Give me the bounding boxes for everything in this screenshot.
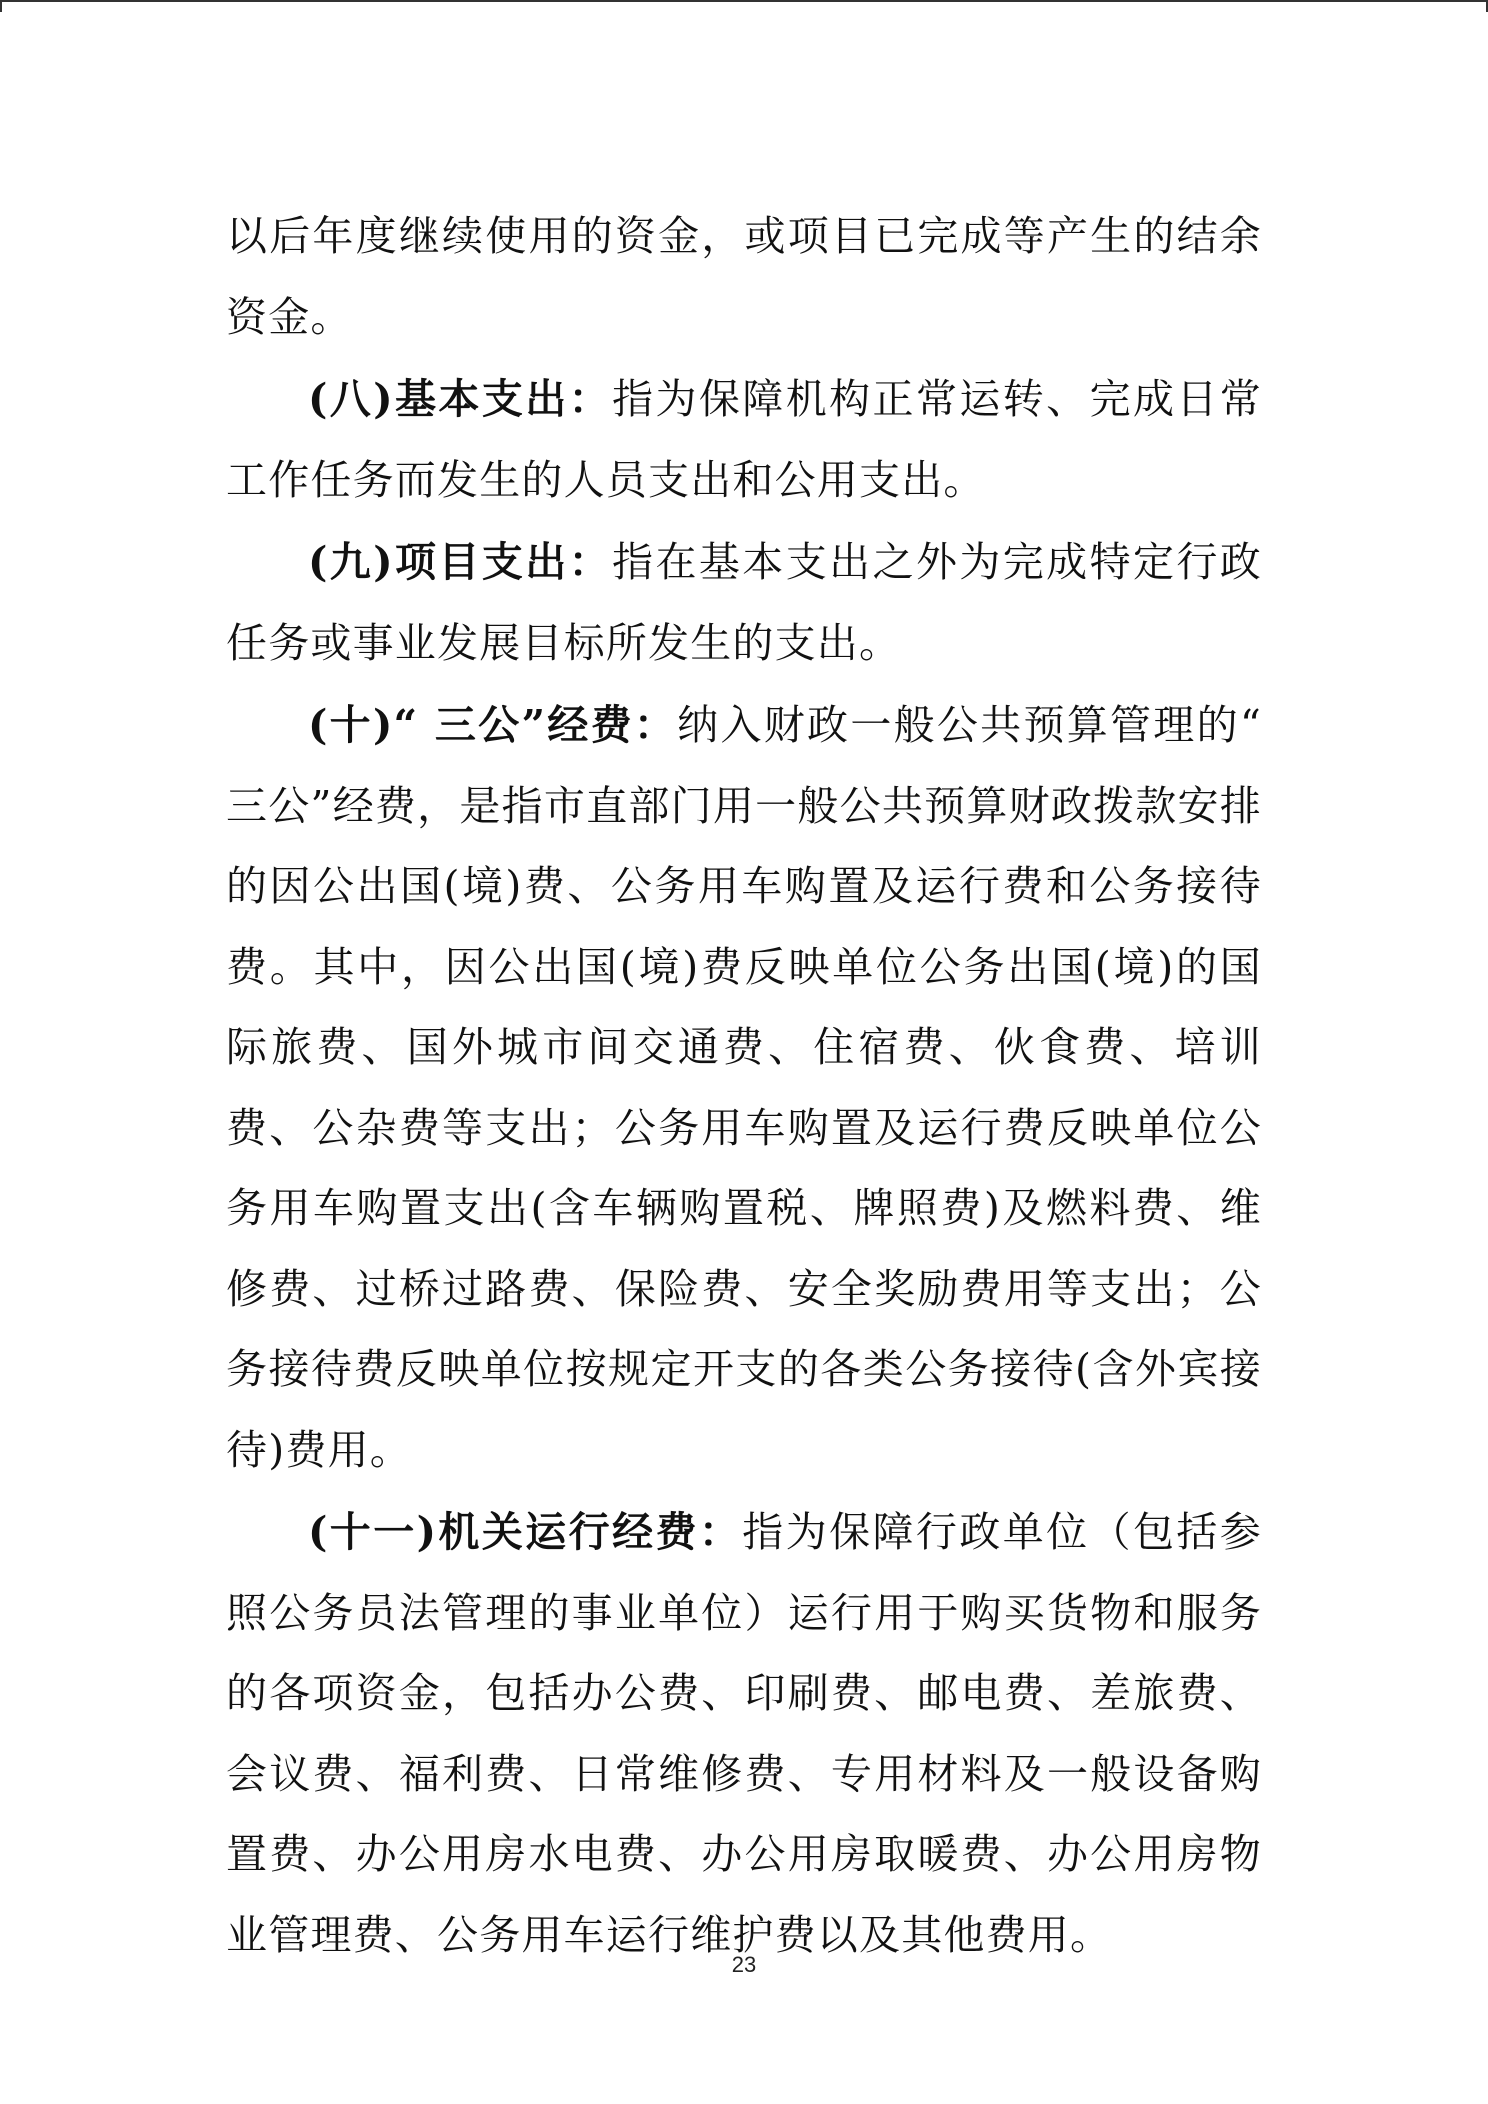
page-left-border — [0, 0, 2, 12]
definition-term: (十一)机关运行经费： — [308, 1508, 743, 1556]
paragraph-project-expenditure — [226, 522, 1262, 683]
definition-term: (八)基本支出： — [308, 375, 613, 423]
paragraph-text: 以后年度继续使用的资金，或项目已完成等产生的结余资金。 — [226, 212, 1262, 341]
paragraph-continuation — [226, 196, 1262, 357]
definition-text: 纳入财政一般公共预算管理的“ 三公”经费，是指市直部门用一般公共预算财政拨款安排的因公出国(境)费、公务用车购置及运行费和公务接待费。其中，因公出国(境)费反映单位公务出国(境)的国际旅费、国外城市间交通费、住宿费、伙食费、培训费、公杂费等支出；公务用车购置及运行费反映单位公务用车购置支出(含车辆购置税、牌照费)及燃料费、维修费、过桥过路费、保险费、安全奖励费用等支出；公务接待费反映单位按规定开支的各类公务接待(含外宾接待)费用。 — [226, 701, 1263, 1474]
definition-text: 指在基本支出之外为完成特定行政任务或事业发展目标所发生的支出。 — [226, 538, 1262, 667]
definition-term: (九)项目支出： — [308, 538, 613, 586]
definition-text: 指为保障机构正常运转、完成日常工作任务而发生的人员支出和公用支出。 — [226, 375, 1262, 504]
paragraph-operating-funds — [226, 1492, 1262, 1975]
page-top-border — [0, 0, 1486, 2]
document-body — [226, 196, 1262, 1977]
page-number: 23 — [731, 1952, 757, 1977]
paragraph-basic-expenditure — [226, 359, 1262, 520]
paragraph-three-public-funds — [226, 685, 1262, 1490]
definition-term: (十)“ 三公”经费： — [308, 701, 678, 749]
definition-text: 指为保障行政单位（包括参照公务员法管理的事业单位）运行用于购买货物和服务的各项资金，包括办公费、印刷费、邮电费、差旅费、会议费、福利费、日常维修费、专用材料及一般设备购置费、办公用房水电费、办公用房取暖费、办公用房物业管理费、公务用车运行维护费以及其他费用。 — [226, 1508, 1262, 1959]
